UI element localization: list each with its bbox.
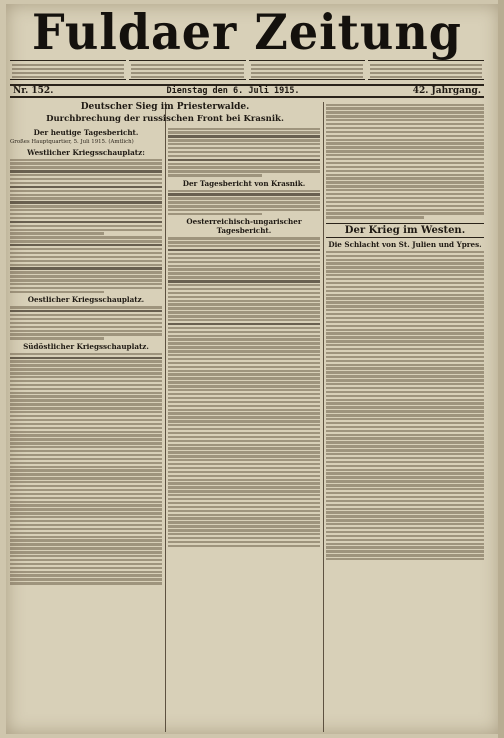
- issue-number: Nr. 152.: [13, 86, 54, 96]
- masthead: [10, 3, 484, 61]
- article-text: [10, 306, 162, 340]
- section-title: Der Krieg im Westen.: [326, 223, 484, 238]
- subheading: Der Tagesbericht von Krasnik.: [182, 178, 306, 188]
- lead-text: Großes Hauptquartier, 5. Juli 1915. (Amtlich): [10, 139, 134, 145]
- masthead-info-row: [10, 60, 484, 80]
- dateline: [10, 84, 484, 98]
- volume-number: 42. Jahrgang.: [412, 86, 481, 96]
- article-text: [168, 128, 320, 177]
- masthead-title: Fuldaer Zeitung: [32, 3, 462, 61]
- column-rule: [323, 102, 324, 732]
- column-3: [326, 102, 484, 732]
- info-box: [129, 60, 245, 80]
- subheading: Die Schlacht von St. Julien und Ypres.: [328, 239, 482, 249]
- info-box: [10, 60, 126, 80]
- issue-date: Dienstag den 6. Juli 1915.: [166, 86, 300, 96]
- article-text: [326, 251, 484, 561]
- subheading: Oesterreichisch-ungarischer Tagesbericht.: [186, 217, 302, 236]
- column-1: [10, 102, 162, 732]
- article-text: [326, 104, 484, 219]
- article-text: [168, 237, 320, 547]
- subheading: Südöstlicher Kriegsschauplatz.: [23, 341, 149, 351]
- subheading: Der heutige Tagesbericht.: [33, 128, 139, 137]
- subheading: Westlicher Kriegsschauplatz:: [27, 147, 145, 157]
- main-headline: Deutscher Sieg im Priesterwalde.: [80, 102, 250, 112]
- main-subheadline: Durchbrechung der russischen Front bei Krasnik.: [46, 114, 284, 124]
- page-edge: [498, 0, 504, 738]
- article-text: [10, 159, 162, 294]
- article-text: [10, 353, 162, 585]
- column-rule: [165, 102, 166, 732]
- info-box: [368, 60, 484, 80]
- subheading: Oestlicher Kriegsschauplatz.: [27, 295, 145, 305]
- article-text: [168, 190, 320, 216]
- column-2: [168, 102, 320, 732]
- info-box: [249, 60, 365, 80]
